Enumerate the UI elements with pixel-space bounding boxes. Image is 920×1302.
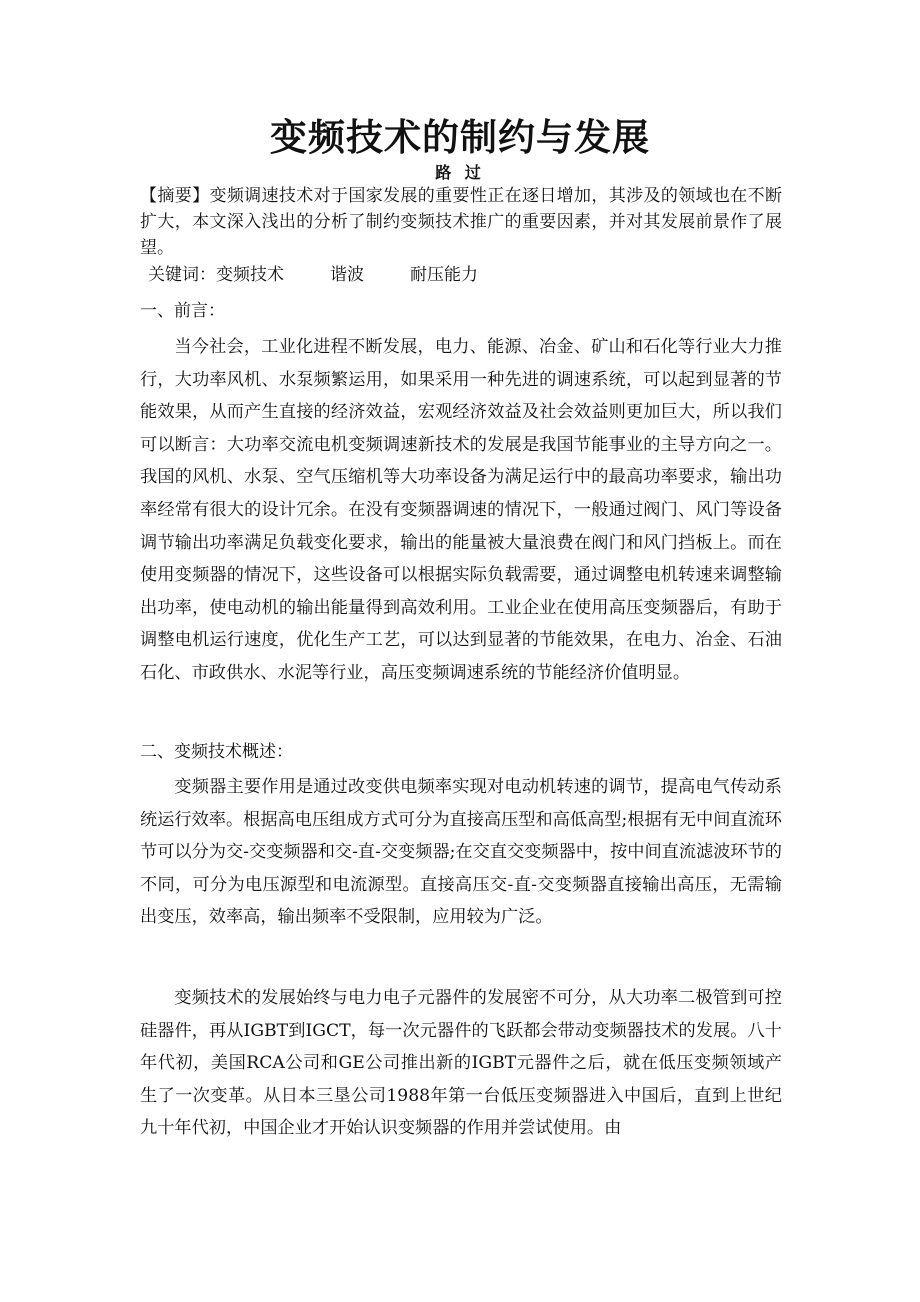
abstract-label: 【摘要】 — [140, 186, 210, 206]
keyword-item: 谐波 — [330, 265, 364, 285]
paragraph: 变频技术的发展始终与电力电子元器件的发展密不可分，从大功率二极管到可控硅器件，再从IGBT到IGCT，每一次元器件的飞跃都会带动变频器技术的发展。八十年代初，美国RCA公司和GE公司推出新的IGBT元器件之后，就在低压变频领域产生了一次变革。从日本三垦公司1988年第一台低压变频器进入中国后，直到上世纪九十年代初，中国企业才开始认识变频器的作用并尝试使用。由 — [140, 988, 782, 1139]
abstract-block — [140, 183, 782, 261]
document-title: 变频技术的制约与发展 — [270, 115, 650, 159]
keywords-label: 关键词： — [148, 265, 216, 285]
document-author: 路 过 — [435, 163, 485, 182]
keyword-item: 变频技术 — [216, 265, 284, 285]
keyword-item: 耐压能力 — [410, 265, 478, 285]
paragraph: 当今社会，工业化进程不断发展，电力、能源、冶金、矿山和石化等行业大力推行，大功率风机、水泵频繁运用，如果采用一种先进的调速系统，可以起到显著的节能效果，从而产生直接的经济效益，宏观经济效益及社会效益则更加巨大，所以我们可以断言：大功率交流电机变频调速新技术的发展是我国节能事业的主导方向之一。我国的风机、水泵、空气压缩机等大功率设备为满足运行中的最高功率要求，输出功率经常有很大的设计冗余。在没有变频器调速的情况下，一般通过阀门、风门等设备调节输出功率满足负载变化要求，输出的能量被大量浪费在阀门和风门挡板上。而在使用变频器的情况下，这些设备可以根据实际负载需要，通过调整电机转速来调整输出功率，使电动机的输出能量得到高效利用。工业企业在使用高压变频器后，有助于调整电机运行速度，优化生产工艺，可以达到显著的节能效果，在电力、冶金、石油石化、市政供水、水泥等行业，高压变频调速系统的节能经济价值明显。 — [140, 337, 782, 683]
paragraph: 变频器主要作用是通过改变供电频率实现对电动机转速的调节，提高电气传动系统运行效率。根据高电压组成方式可分为直接高压型和高低高型;根据有无中间直流环节可以分为交-交变频器和交-直-交变频器;在交直交变频器中，按中间直流滤波环节的不同，可分为电压源型和电流源型。直接高压交-直-交变频器直接输出高压，无需输出变压，效率高，输出频率不受限制，应用较为广泛。 — [140, 777, 782, 928]
section-heading-overview: 二、变频技术概述： — [140, 742, 293, 762]
abstract-text: 变频调速技术对于国家发展的重要性正在逐日增加，其涉及的领域也在不断扩大，本文深入浅出的分析了制约变频技术推广的重要因素，并对其发展前景作了展望。 — [140, 186, 783, 258]
section-heading-preface: 一、前言： — [140, 301, 225, 321]
keywords-line — [148, 262, 478, 288]
